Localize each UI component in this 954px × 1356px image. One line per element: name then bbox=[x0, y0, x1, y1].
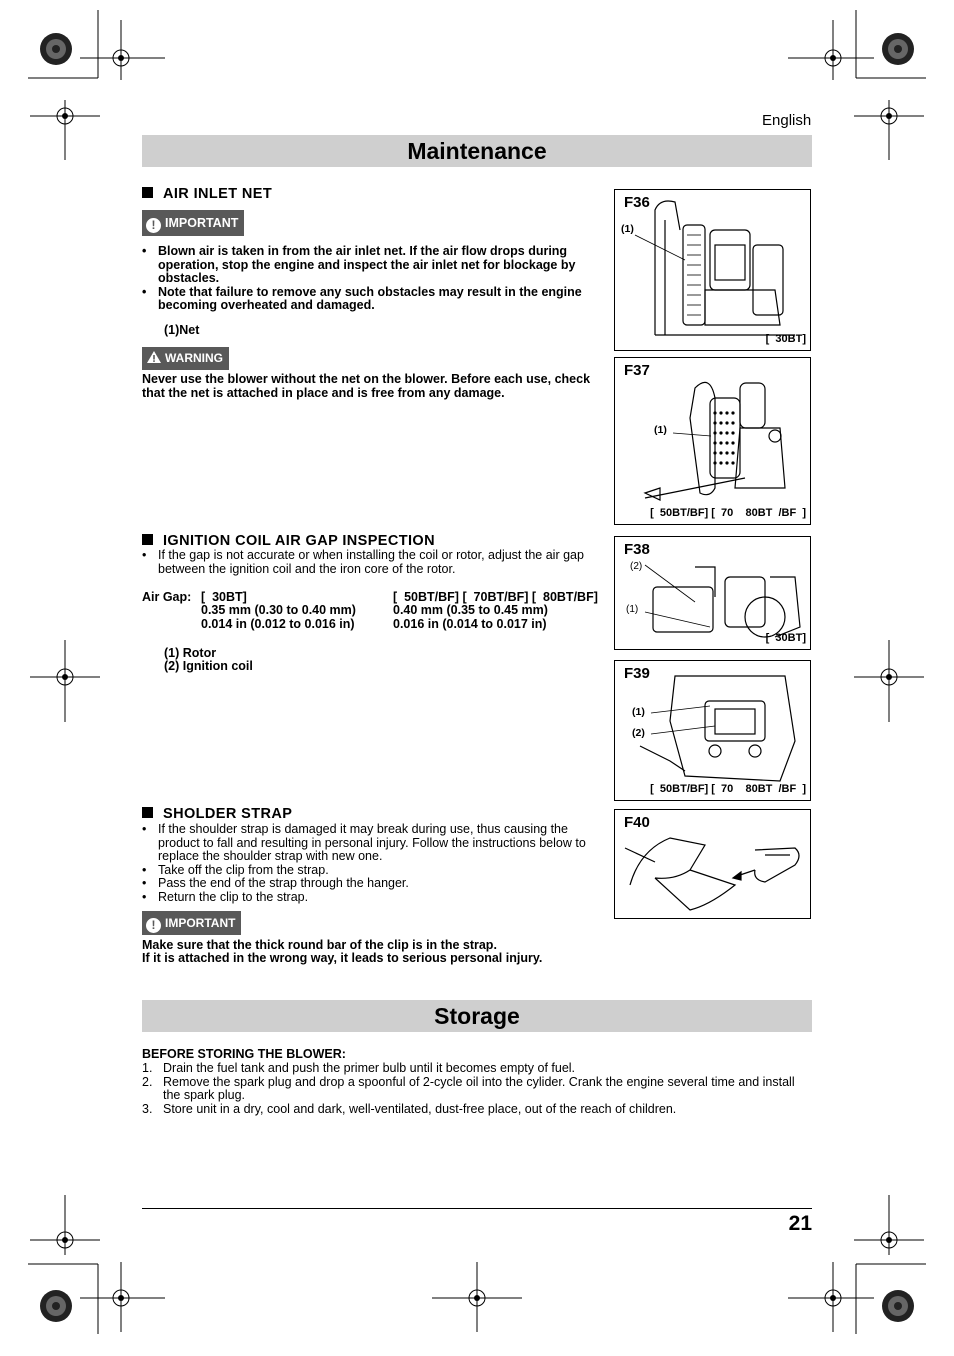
storage-heading: BEFORE STORING THE BLOWER: bbox=[142, 1047, 346, 1061]
figure-model: [ 30BT] bbox=[765, 333, 806, 345]
ignition-heading: IGNITION COIL AIR GAP INSPECTION bbox=[142, 533, 435, 549]
strap-note-line-1: Make sure that the thick round bar of the clip is in the strap. bbox=[142, 938, 497, 952]
shoulder-strap-heading: SHOLDER STRAP bbox=[142, 806, 292, 822]
figure-f37 bbox=[614, 357, 811, 525]
air-gap-label: Air Gap: bbox=[142, 590, 192, 604]
list-item: • Blown air is taken in from the air inlet net. If the air flow drops during operation, stop the engine and inspect the air inlet net for blockage by obstacles. bbox=[142, 244, 576, 285]
figure-model: [ 50BT/BF] [ 70 80BT /BF ] bbox=[650, 507, 806, 519]
figure-label: F40 bbox=[624, 814, 650, 831]
air-gap-other-in: 0.016 in (0.014 to 0.017 in) bbox=[393, 617, 547, 631]
strap-bullets bbox=[142, 823, 608, 904]
footer-rule bbox=[142, 1208, 812, 1209]
air-gap-30bt-mm: 0.35 mm (0.30 to 0.40 mm) bbox=[201, 603, 356, 617]
storage-steps bbox=[142, 1062, 812, 1116]
exclamation-icon: ! bbox=[146, 218, 161, 233]
list-item: • Pass the end of the strap through the hanger. bbox=[142, 876, 409, 890]
maintenance-title: Maintenance bbox=[142, 135, 812, 167]
figure-label: F37 bbox=[624, 362, 650, 379]
callout-1: (1) bbox=[626, 604, 639, 615]
list-item: • Take off the clip from the strap. bbox=[142, 862, 329, 877]
strap-note-line-2: If it is attached in the wrong way, it leads to serious personal injury. bbox=[142, 951, 543, 965]
callout-2: (2) bbox=[632, 727, 645, 739]
figure-label: F38 bbox=[624, 541, 650, 558]
list-item: 2. Remove the spark plug and drop a spoonful of 2-cycle oil into the cylider. Crank the engine several time and install the spark plug. bbox=[142, 1074, 795, 1102]
air-gap-other-model: [ 50BT/BF] [ 70BT/BF] [ 80BT/BF] bbox=[393, 590, 598, 604]
exclamation-icon: ! bbox=[146, 918, 161, 933]
air-gap-30bt-model: [ 30BT] bbox=[201, 590, 247, 604]
list-item: • Return the clip to the strap. bbox=[142, 889, 309, 904]
list-item: • If the shoulder strap is damaged it may break during use, thus causing the product to fall and resulting in personal injury. Follow the instructions below to replace the shoulder strap with new one. bbox=[142, 822, 586, 863]
air-gap-30bt-in: 0.014 in (0.012 to 0.016 in) bbox=[201, 617, 355, 631]
callout-1: (1) bbox=[621, 223, 634, 235]
air-inlet-bullets bbox=[142, 245, 612, 313]
ignition-bullets bbox=[142, 549, 602, 576]
figure-f40 bbox=[614, 809, 811, 919]
callout-2: (2) bbox=[630, 561, 643, 572]
page-number: 21 bbox=[788, 1212, 812, 1235]
list-item: 3. Store unit in a dry, cool and dark, well-ventilated, dust-free place, out of the reach of children. bbox=[142, 1101, 677, 1116]
callout-1: (1) bbox=[632, 706, 645, 718]
figure-model: [ 50BT/BF] [ 70 80BT /BF ] bbox=[650, 783, 806, 795]
storage-title: Storage bbox=[142, 1000, 812, 1032]
figure-label: F39 bbox=[624, 665, 650, 682]
figure-f38 bbox=[614, 536, 811, 650]
square-bullet-icon bbox=[142, 534, 153, 545]
warning-triangle-icon bbox=[146, 350, 162, 364]
air-inlet-net-heading: AIR INLET NET bbox=[142, 186, 272, 202]
important-badge: ! IMPORTANT bbox=[142, 210, 244, 236]
important-badge: ! IMPORTANT bbox=[142, 911, 241, 935]
callout-1: (1) bbox=[654, 424, 667, 436]
figure-label: F36 bbox=[624, 194, 650, 211]
list-item: 1. Drain the fuel tank and push the primer bulb until it becomes empty of fuel. bbox=[142, 1061, 576, 1075]
square-bullet-icon bbox=[142, 187, 153, 198]
ignition-part-rotor: (1) Rotor bbox=[164, 646, 217, 660]
figure-f39 bbox=[614, 660, 811, 801]
figure-model: [ 30BT] bbox=[765, 632, 806, 644]
warning-badge: WARNING bbox=[142, 347, 229, 370]
language-label: English bbox=[762, 112, 812, 129]
ignition-part-coil: (2) Ignition coil bbox=[164, 659, 253, 673]
air-gap-other-mm: 0.40 mm (0.35 to 0.45 mm) bbox=[393, 603, 548, 617]
blower-intake-illustration bbox=[615, 190, 810, 350]
figure-f36 bbox=[614, 189, 811, 351]
net-part-label: (1)Net bbox=[164, 323, 200, 337]
list-item: • If the gap is not accurate or when installing the coil or rotor, adjust the air gap between the ignition coil and the iron core of the rotor. bbox=[142, 548, 584, 576]
square-bullet-icon bbox=[142, 807, 153, 818]
list-item: • Note that failure to remove any such obstacles may result in the engine becoming overheated and damaged. bbox=[142, 284, 582, 312]
blower-side-illustration bbox=[615, 358, 810, 524]
warning-text: Never use the blower without the net on the blower. Before each use, check that the net is attached in place and is free from any damage. bbox=[142, 372, 591, 400]
